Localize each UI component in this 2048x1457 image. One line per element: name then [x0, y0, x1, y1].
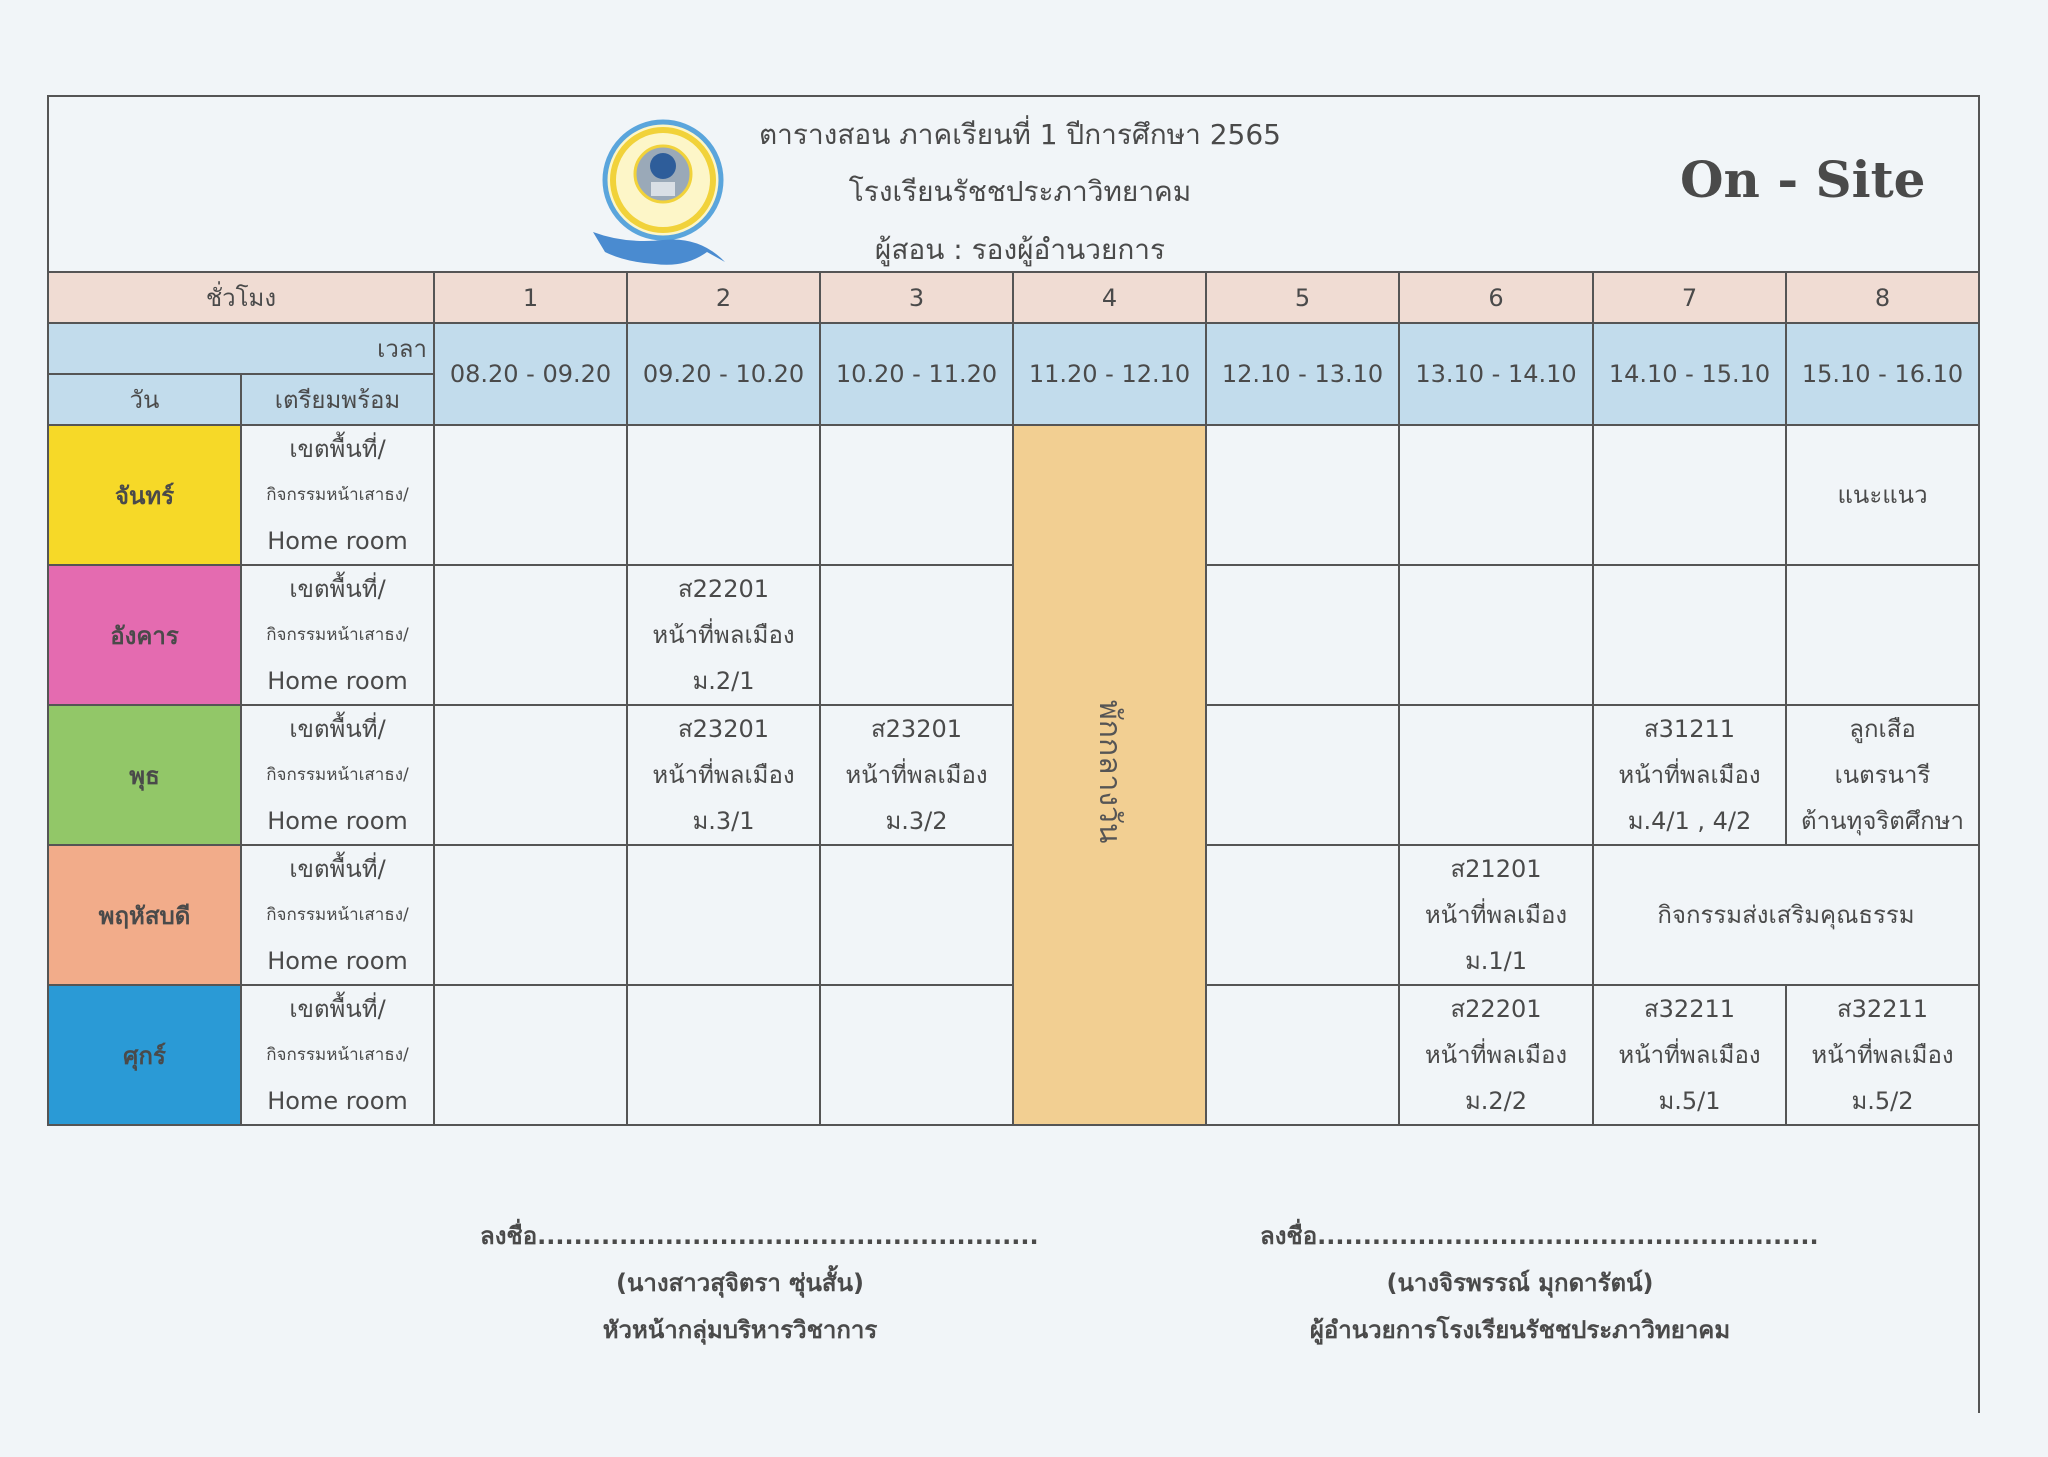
empty-slot [1786, 565, 1979, 705]
prep-line: กิจกรรมหน้าเสาธง/ [266, 1045, 409, 1065]
period-number: 4 [1013, 272, 1206, 323]
class-slot [1786, 705, 1979, 845]
empty-slot [820, 425, 1013, 565]
day-cell: พุธ [48, 705, 241, 845]
course-code: ส23201 [871, 715, 962, 743]
class-slot: แนะแนว [1786, 425, 1979, 565]
signature-block-director [1260, 1213, 1819, 1354]
class-slot [1399, 985, 1593, 1125]
empty-slot [1206, 985, 1399, 1125]
course-class: ม.2/1 [692, 667, 755, 695]
empty-slot [820, 565, 1013, 705]
empty-slot [434, 845, 627, 985]
course-code: ส23201 [678, 715, 769, 743]
course-subject: หน้าที่พลเมือง [1424, 1041, 1568, 1069]
class-slot [1399, 845, 1593, 985]
empty-slot [434, 565, 627, 705]
prep-line: เขตพื้นที่/ [289, 435, 386, 463]
course-class: ม.1/1 [1464, 947, 1528, 975]
activity-slot: กิจกรรมส่งเสริมคุณธรรม [1593, 845, 1979, 985]
course-code: ส31211 [1644, 715, 1735, 743]
activity-line: ลูกเสือ [1849, 715, 1916, 743]
course-subject: หน้าที่พลเมือง [1618, 1041, 1761, 1069]
prep-line: เขตพื้นที่/ [289, 715, 386, 743]
course-subject: หน้าที่พลเมือง [652, 761, 795, 789]
prep-line: Home room [267, 1087, 408, 1115]
course-class: ม.3/1 [692, 807, 755, 835]
time-slot: 15.10 - 16.10 [1786, 323, 1979, 425]
signer-position: หัวหน้ากลุ่มบริหารวิชาการ [602, 1316, 878, 1344]
course-code: ส22201 [678, 575, 769, 603]
prep-line: Home room [267, 947, 408, 975]
prep-cell [241, 565, 434, 705]
period-number: 2 [627, 272, 820, 323]
prep-line: Home room [267, 667, 408, 695]
course-subject: หน้าที่พลเมือง [1811, 1041, 1954, 1069]
course-code: ส22201 [1450, 995, 1542, 1023]
day-cell: อังคาร [48, 565, 241, 705]
time-slot: 10.20 - 11.20 [820, 323, 1013, 425]
empty-slot [820, 985, 1013, 1125]
time-slot: 14.10 - 15.10 [1593, 323, 1786, 425]
prep-cell [241, 845, 434, 985]
day-cell: ศุกร์ [48, 985, 241, 1125]
empty-slot [1593, 425, 1786, 565]
prep-line: กิจกรรมหน้าเสาธง/ [266, 905, 409, 925]
school-name: โรงเรียนรัชชประภาวิทยาคม [848, 175, 1192, 208]
class-slot [627, 565, 820, 705]
timetable [47, 271, 1980, 1126]
course-subject: หน้าที่พลเมือง [1618, 761, 1761, 789]
on-site-label: On - Site [1680, 150, 1926, 209]
empty-slot [627, 845, 820, 985]
empty-slot [1593, 565, 1786, 705]
class-slot [1786, 985, 1979, 1125]
document-title: ตารางสอน ภาคเรียนที่ 1 ปีการศึกษา 2565 [759, 118, 1281, 151]
course-subject: หน้าที่พลเมือง [652, 621, 795, 649]
period-number: 1 [434, 272, 627, 323]
frame-border-top [47, 95, 1980, 97]
class-slot [1593, 705, 1786, 845]
prep-cell [241, 425, 434, 565]
course-class: ม.2/2 [1464, 1087, 1528, 1115]
signature-line: ลงชื่อ....................................................... [480, 1222, 1039, 1250]
signature-line: ลงชื่อ....................................................... [1260, 1222, 1819, 1250]
empty-slot [434, 425, 627, 565]
empty-slot [627, 985, 820, 1125]
time-header-label: เวลา [48, 323, 434, 374]
day-row-monday [48, 425, 1979, 565]
empty-slot [1399, 705, 1593, 845]
prep-line: เขตพื้นที่/ [289, 855, 386, 883]
signer-position: ผู้อำนวยการโรงเรียนรัชชประภาวิทยาคม [1309, 1316, 1731, 1344]
time-slot: 08.20 - 09.20 [434, 323, 627, 425]
empty-slot [434, 985, 627, 1125]
prep-line: Home room [267, 527, 408, 555]
prep-cell [241, 985, 434, 1125]
time-slot: 12.10 - 13.10 [1206, 323, 1399, 425]
empty-slot [820, 845, 1013, 985]
period-number: 3 [820, 272, 1013, 323]
prep-cell [241, 705, 434, 845]
activity-line: ต้านทุจริตศึกษา [1801, 807, 1964, 835]
empty-slot [1399, 565, 1593, 705]
day-cell: พฤหัสบดี [48, 845, 241, 985]
prep-header-label: เตรียมพร้อม [241, 374, 434, 425]
empty-slot [1206, 425, 1399, 565]
period-header-label: ชั่วโมง [48, 272, 434, 323]
frame-border-left [47, 95, 49, 272]
lunch-break-cell [1013, 425, 1206, 1125]
prep-line: เขตพื้นที่/ [289, 575, 386, 603]
teacher-label: ผู้สอน : รองผู้อำนวยการ [874, 233, 1166, 266]
period-number: 5 [1206, 272, 1399, 323]
course-code: ส32211 [1644, 995, 1735, 1023]
day-cell: จันทร์ [48, 425, 241, 565]
time-slot: 09.20 - 10.20 [627, 323, 820, 425]
activity-line: เนตรนารี [1834, 761, 1931, 789]
empty-slot [1206, 705, 1399, 845]
day-header-label: วัน [48, 374, 241, 425]
class-slot [820, 705, 1013, 845]
time-slot: 13.10 - 14.10 [1399, 323, 1593, 425]
class-slot [627, 705, 820, 845]
course-code: ส32211 [1837, 995, 1928, 1023]
course-class: ม.3/2 [885, 807, 948, 835]
course-subject: หน้าที่พลเมือง [845, 761, 988, 789]
period-number: 8 [1786, 272, 1979, 323]
course-code: ส21201 [1450, 855, 1542, 883]
empty-slot [434, 705, 627, 845]
signer-name: (นางสาวสุจิตรา ซุ่นสั้น) [616, 1269, 864, 1297]
prep-line: เขตพื้นที่/ [289, 995, 386, 1023]
prep-line: กิจกรรมหน้าเสาธง/ [266, 625, 409, 645]
course-class: ม.5/1 [1658, 1087, 1721, 1115]
period-number: 7 [1593, 272, 1786, 323]
empty-slot [1206, 565, 1399, 705]
time-slot: 11.20 - 12.10 [1013, 323, 1206, 425]
prep-line: กิจกรรมหน้าเสาธง/ [266, 765, 409, 785]
signature-block-academic-head [480, 1213, 1039, 1354]
signer-name: (นางจิรพรรณ์ มุกดารัตน์) [1386, 1269, 1654, 1297]
empty-slot [1206, 845, 1399, 985]
empty-slot [627, 425, 820, 565]
course-class: ม.4/1 , 4/2 [1627, 807, 1752, 835]
prep-line: กิจกรรมหน้าเสาธง/ [266, 485, 409, 505]
class-slot [1593, 985, 1786, 1125]
course-subject: หน้าที่พลเมือง [1424, 901, 1568, 929]
period-number: 6 [1399, 272, 1593, 323]
prep-line: Home room [267, 807, 408, 835]
lunch-label: พักกลางวัน [1092, 700, 1127, 844]
course-class: ม.5/2 [1851, 1087, 1914, 1115]
empty-slot [1399, 425, 1593, 565]
